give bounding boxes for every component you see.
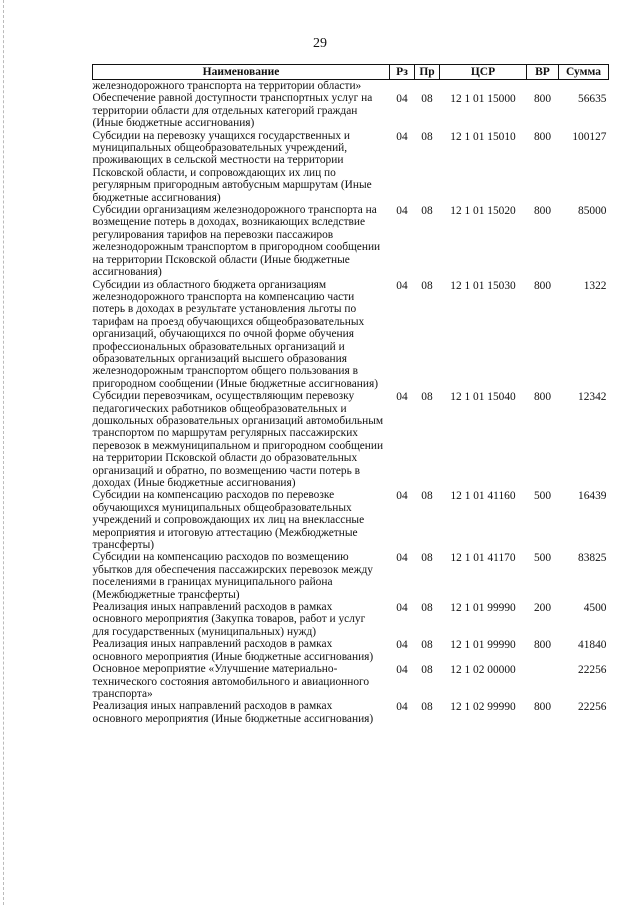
cell-vr: 800	[533, 701, 552, 714]
cell-csr: 12 1 01 99990	[450, 639, 516, 652]
cell-name: Субсидии организациям железнодорожного транспорта на возмещение потерь в доходах, возникающих вследствие регулирования тарифов на перевозки пассажиров железнодорожным транспортом в пригородном сообщении на территории Псковской области (Иные бюджетные ассигнования)	[92, 204, 381, 279]
cell-rz: 04	[396, 664, 408, 677]
header-name: Наименование	[93, 65, 390, 80]
cell-vr: 800	[533, 391, 552, 404]
cell-vr: 800	[533, 639, 552, 652]
table-row	[93, 551, 609, 601]
cell-rz	[390, 80, 415, 93]
cell-sum: 22256	[578, 701, 607, 714]
table-row	[93, 663, 609, 700]
scan-margin-line	[3, 0, 5, 905]
header-vr: ВР	[527, 65, 559, 80]
table-row	[93, 700, 609, 725]
cell-pr	[415, 80, 440, 93]
cell-vr: 800	[533, 205, 552, 218]
cell-name: Субсидии на компенсацию расходов по возмещению убытков для обеспечения пассажирских перевозок между поселениями в границах муниципального района (Межбюджетные трансферты)	[92, 551, 373, 601]
table-row	[93, 390, 609, 489]
budget-table	[92, 64, 609, 725]
header-rz: Рз	[390, 65, 415, 80]
cell-rz: 04	[396, 602, 408, 615]
cell-sum: 16439	[578, 490, 607, 503]
cell-rz: 04	[396, 639, 408, 652]
cell-sum: 100127	[572, 130, 607, 143]
cell-sum: 85000	[578, 205, 607, 218]
cell-name: Субсидии перевозчикам, осуществляющим перевозку педагогических работников общеобразовательных и дошкольных образовательных организаций автомобильным транспортом по маршрутам регулярных пассажирских перевозок в межмуниципальном и пригородном сообщении на территории Псковской области до образовательных организаций и обратно, по возмещению части потерь в доходах (Иные бюджетные ассигнования)	[92, 390, 384, 489]
cell-pr: 08	[421, 93, 433, 106]
table-row	[93, 130, 609, 204]
cell-csr: 12 1 01 15010	[450, 130, 516, 143]
cell-csr: 12 1 01 15040	[450, 391, 516, 404]
cell-csr: 12 1 01 15000	[450, 93, 516, 106]
header-pr: Пр	[415, 65, 440, 80]
cell-vr	[527, 663, 559, 700]
cell-pr: 08	[421, 701, 433, 714]
table-row	[93, 489, 609, 551]
table-row	[93, 601, 609, 638]
header-csr: ЦСР	[440, 65, 527, 80]
cell-sum: 56635	[578, 93, 607, 106]
cell-name: железнодорожного транспорта на территории области»	[92, 80, 362, 92]
cell-csr: 12 1 01 41170	[450, 552, 516, 565]
table-header-row	[93, 65, 609, 80]
cell-rz: 04	[396, 391, 408, 404]
cell-pr: 08	[421, 279, 433, 292]
cell-csr: 12 1 02 99990	[450, 701, 516, 714]
table-row	[93, 279, 609, 391]
cell-vr: 500	[533, 552, 552, 565]
cell-csr: 12 1 01 15030	[450, 279, 516, 292]
cell-pr: 08	[421, 391, 433, 404]
cell-name: Обеспечение равной доступности транспортных услуг на территории области для отдельных категорий граждан (Иные бюджетные ассигнования)	[92, 92, 373, 130]
cell-pr: 08	[421, 664, 433, 677]
cell-sum: 12342	[578, 391, 607, 404]
cell-sum: 22256	[578, 664, 607, 677]
cell-rz: 04	[396, 93, 408, 106]
cell-vr	[527, 80, 559, 93]
cell-pr: 08	[421, 552, 433, 565]
table-row	[93, 92, 609, 129]
cell-sum: 4500	[583, 602, 607, 615]
cell-csr: 12 1 01 41160	[450, 490, 516, 503]
cell-rz: 04	[396, 552, 408, 565]
cell-vr: 800	[533, 93, 552, 106]
cell-rz: 04	[396, 279, 408, 292]
cell-pr: 08	[421, 205, 433, 218]
cell-vr: 800	[533, 279, 552, 292]
cell-rz: 04	[396, 205, 408, 218]
cell-pr: 08	[421, 602, 433, 615]
page-number: 29	[313, 36, 327, 51]
cell-vr: 800	[533, 130, 552, 143]
cell-csr: 12 1 02 00000	[450, 664, 516, 677]
cell-name: Реализация иных направлений расходов в рамках основного мероприятия (Иные бюджетные ассигнования)	[92, 638, 374, 663]
cell-name: Реализация иных направлений расходов в рамках основного мероприятия (Закупка товаров, работ и услуг для государственных (муниципальных) нужд)	[92, 601, 366, 638]
cell-vr: 500	[533, 490, 552, 503]
cell-pr: 08	[421, 490, 433, 503]
cell-name: Субсидии на перевозку учащихся государственных и муниципальных общеобразовательных учреждений, проживающих в сельской местности на территории Псковской области, и сопровождающих их лиц по регулярным пригородным автобусным маршрутам (Иные бюджетные ассигнования)	[92, 129, 372, 204]
table-row	[93, 638, 609, 663]
cell-sum	[559, 80, 609, 93]
cell-vr: 200	[533, 602, 552, 615]
cell-sum: 83825	[578, 552, 607, 565]
cell-name: Субсидии на компенсацию расходов по перевозке обучающихся муниципальных общеобразовательных учреждений и сопровождающих их лиц на внеклассные мероприятия и итоговую аттестацию (Межбюджетные трансферты)	[92, 489, 365, 552]
table-row	[93, 204, 609, 278]
cell-rz: 04	[396, 701, 408, 714]
table-row	[93, 80, 609, 93]
cell-csr	[440, 80, 527, 93]
cell-name: Основное мероприятие «Улучшение материально-технического состояния автомобильного и авиационного транспорта»	[92, 663, 370, 700]
cell-name: Субсидии из областного бюджета организациям железнодорожного транспорта на компенсацию части потерь в доходах в результате установления льготы по тарифам на проезд обучающихся общеобразовательных организаций, обучающихся по очной форме обучения профессиональных образовательных организаций и образовательных организаций высшего образования железнодорожным транспортом общего пользования в пригородном сообщении (Иные бюджетные ассигнования)	[92, 278, 378, 390]
cell-csr: 12 1 01 99990	[450, 602, 516, 615]
cell-sum: 41840	[578, 639, 607, 652]
cell-rz: 04	[396, 130, 408, 143]
cell-csr: 12 1 01 15020	[450, 205, 516, 218]
cell-rz: 04	[396, 490, 408, 503]
cell-pr: 08	[421, 639, 433, 652]
cell-sum: 1322	[583, 279, 607, 292]
cell-name: Реализация иных направлений расходов в рамках основного мероприятия (Иные бюджетные ассигнования)	[92, 700, 374, 725]
header-sum: Сумма	[559, 65, 609, 80]
cell-pr: 08	[421, 130, 433, 143]
table-body	[93, 80, 609, 726]
